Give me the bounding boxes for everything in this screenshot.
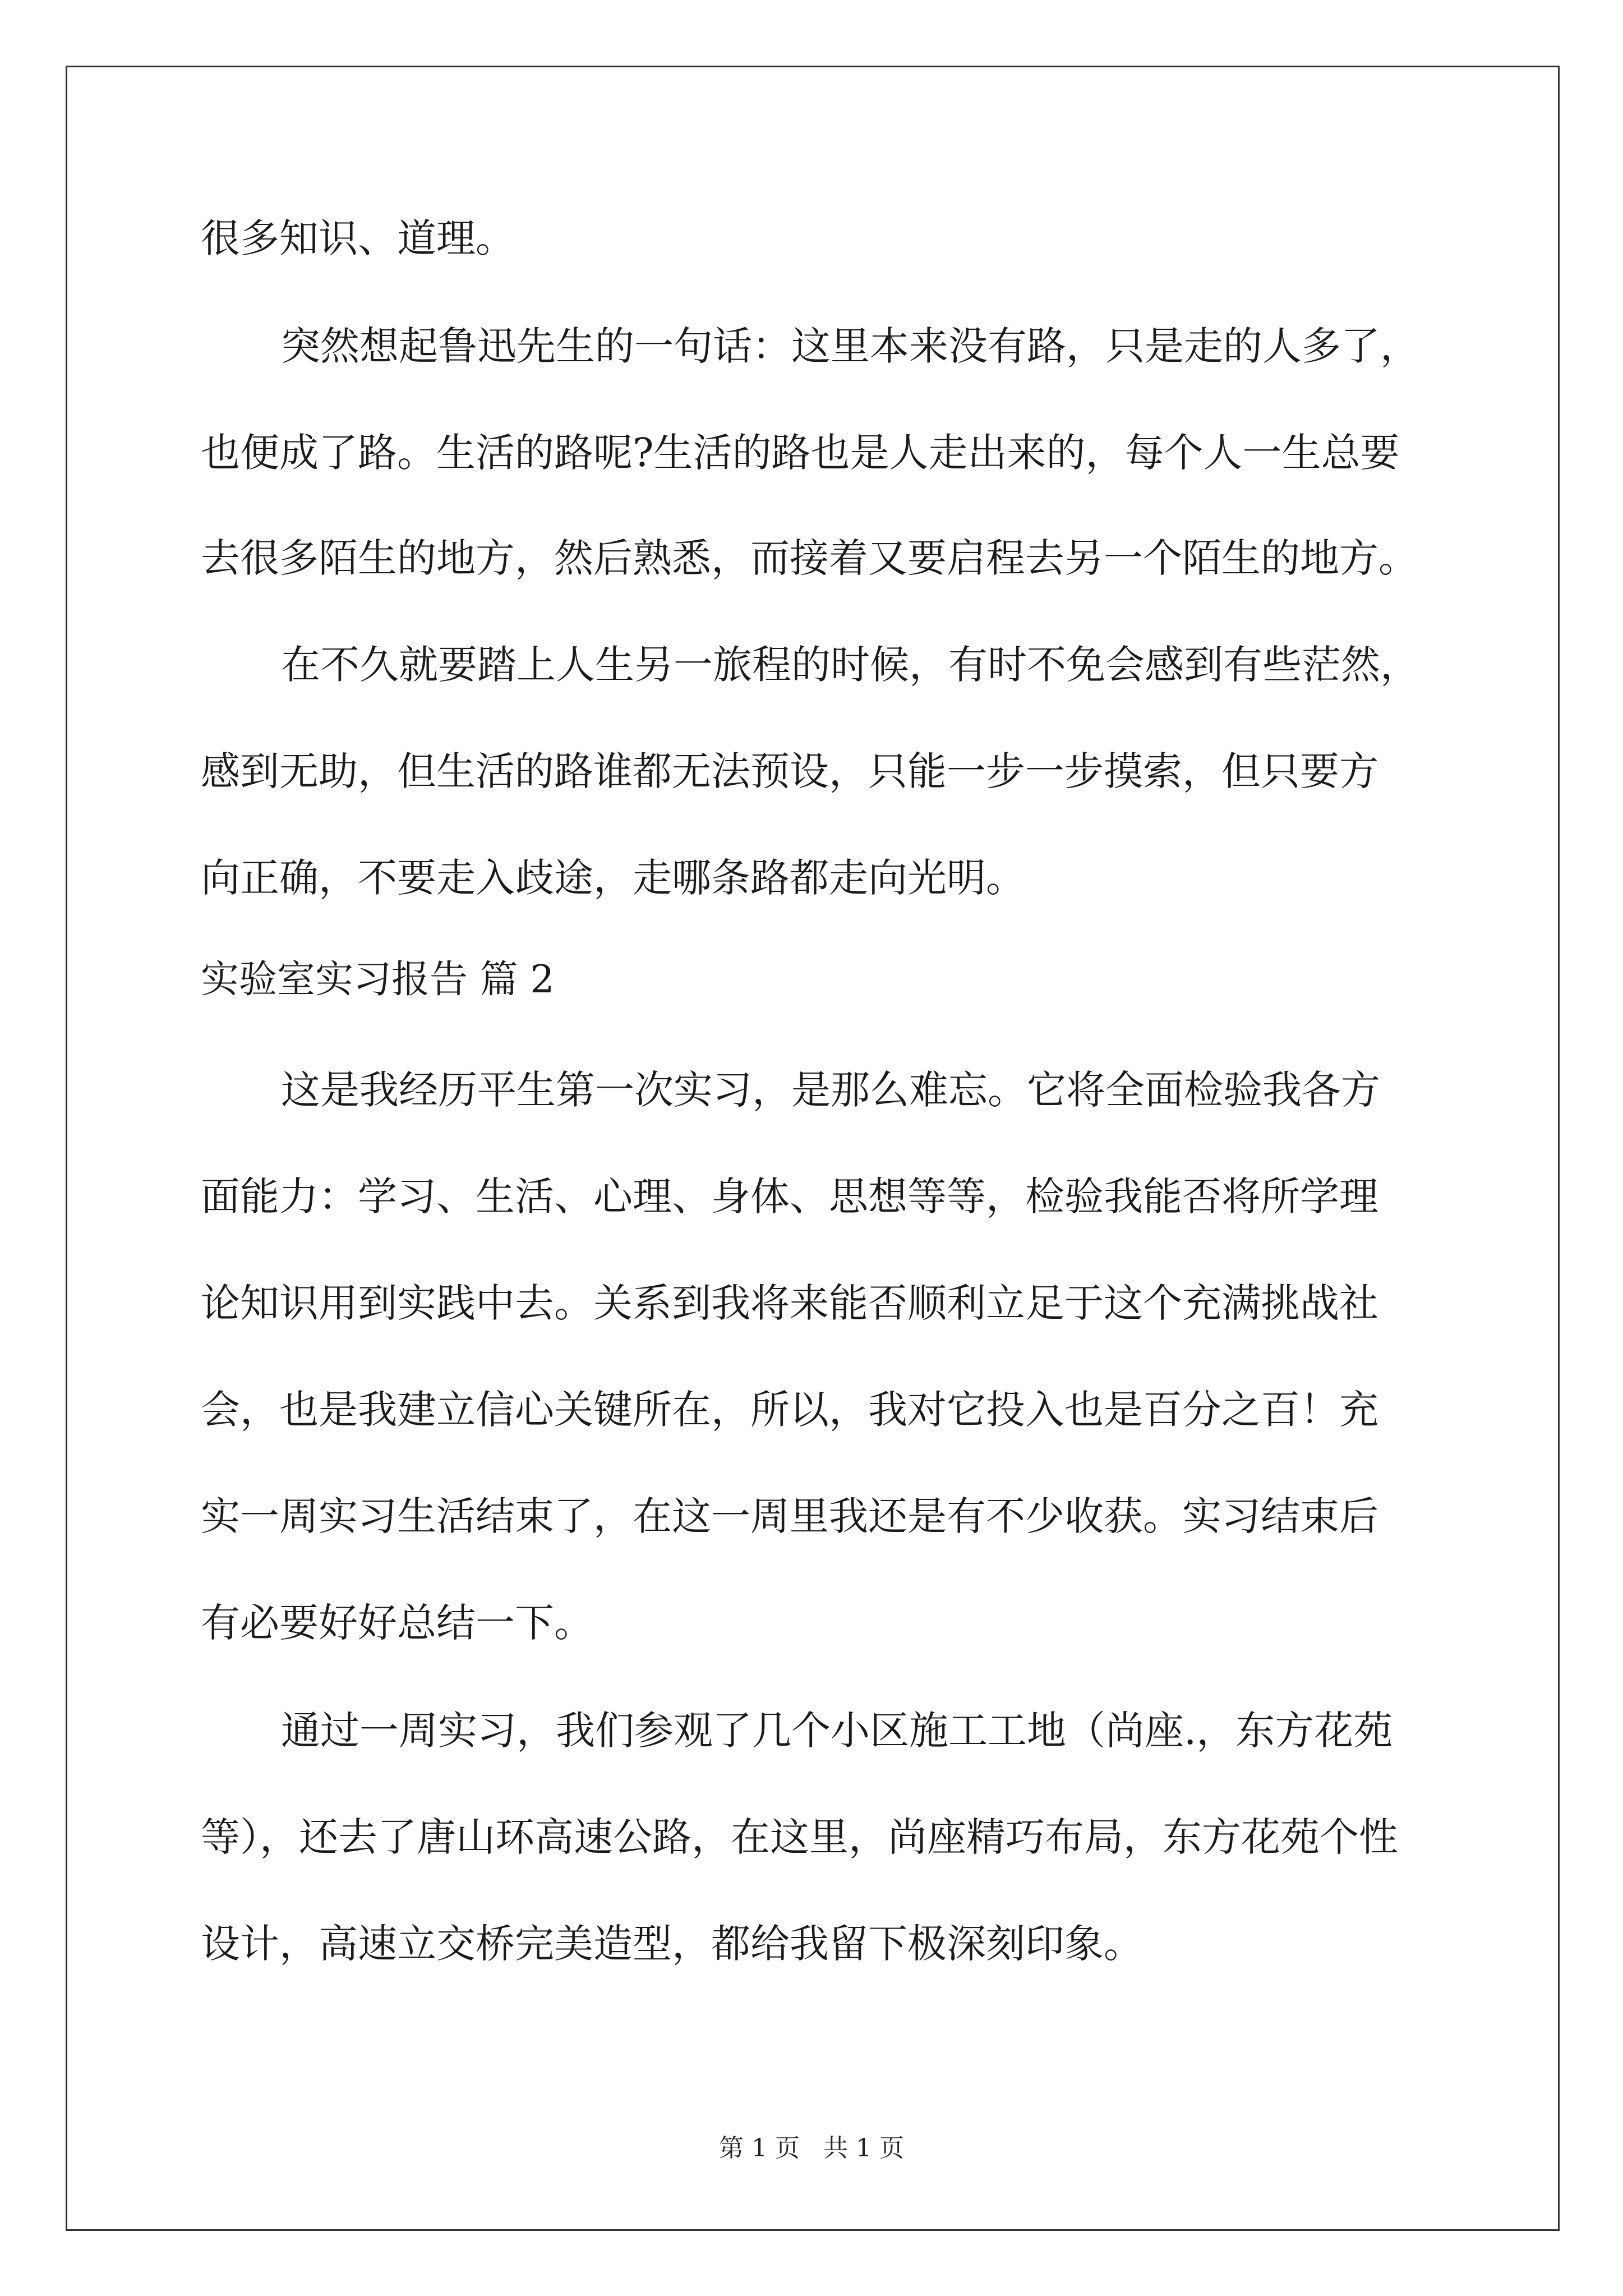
page-footer [0, 2132, 1623, 2165]
text-line: 会，也是我建立信心关键所在，所以，我对它投入也是百分之百！充 [201, 1387, 1378, 1433]
text-line: 实一周实习生活结束了，在这一周里我还是有不少收获。实习结束后 [201, 1493, 1378, 1539]
text-line: 也便成了路。生活的路呢?生活的路也是人走出来的，每个人一生总要 [201, 430, 1400, 476]
section-heading: 实验室实习报告 篇 2 [201, 958, 555, 1002]
text-line: 去很多陌生的地方，然后熟悉，而接着又要启程去另一个陌生的地方。 [201, 535, 1418, 581]
paragraph-first-line: 这是我经历平生第一次实习，是那么难忘。它将全面检验我各方 [281, 1067, 1380, 1113]
text-line: 很多知识、道理。 [201, 215, 515, 261]
text-line: 有必要好好总结一下。 [201, 1600, 593, 1646]
text-line: 论知识用到实践中去。关系到我将来能否顺利立足于这个充满挑战社 [201, 1280, 1378, 1326]
page-border [66, 66, 1560, 2231]
text-line: 面能力：学习、生活、心理、身体、思想等等，检验我能否将所学理 [201, 1174, 1378, 1220]
paragraph-first-line: 在不久就要踏上人生另一旅程的时候，有时不免会感到有些茫然， [281, 642, 1419, 688]
text-line: 感到无助，但生活的路谁都无法预设，只能一步一步摸索，但只要方 [201, 748, 1378, 794]
text-line: 等），还去了唐山环高速公路，在这里，尚座精巧布局，东方花苑个性 [201, 1814, 1398, 1860]
paragraph-first-line: 突然想起鲁迅先生的一句话：这里本来没有路，只是走的人多了， [281, 323, 1419, 369]
page-number-current: 第 1 页 [719, 2134, 800, 2162]
paragraph-first-line: 通过一周实习，我们参观了几个小区施工工地（尚座.，东方花苑 [281, 1708, 1393, 1754]
page-number-total: 共 1 页 [823, 2134, 904, 2162]
text-line: 设计，高速立交桥完美造型，都给我留下极深刻印象。 [201, 1921, 1143, 1967]
text-line: 向正确，不要走入歧途，走哪条路都走向光明。 [201, 855, 1025, 901]
